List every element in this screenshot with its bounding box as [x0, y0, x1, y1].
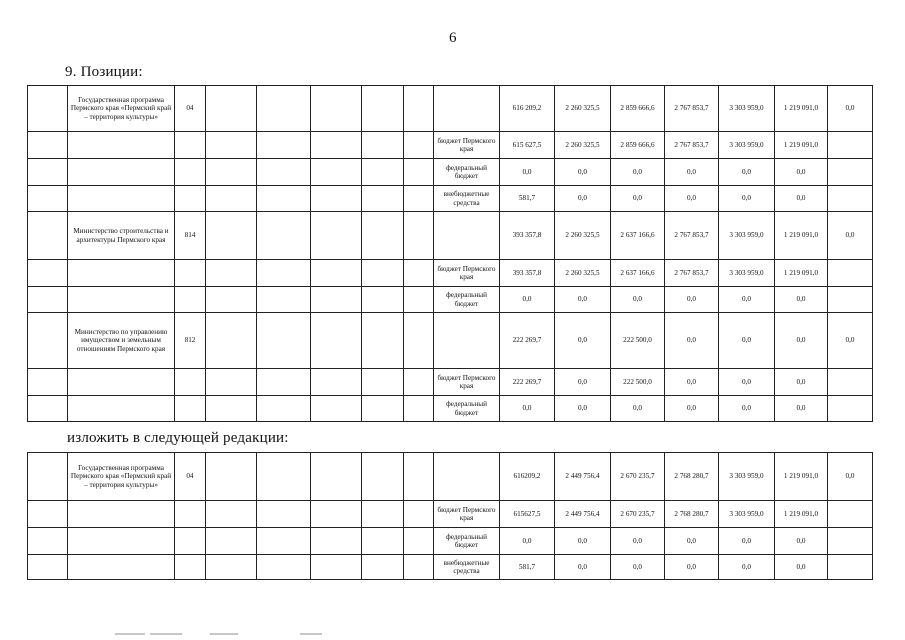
blank-cell	[257, 396, 311, 422]
blank-cell	[311, 260, 362, 287]
value-cell	[828, 287, 873, 313]
blank-cell	[404, 212, 434, 260]
blank-cell	[311, 132, 362, 159]
row-name-cell	[68, 528, 175, 555]
value-cell: 0,0	[665, 159, 719, 186]
value-cell: 581,7	[500, 186, 555, 212]
funding-source-cell: федеральный бюджет	[434, 396, 500, 422]
blank-cell	[362, 132, 404, 159]
value-cell: 0,0	[775, 369, 828, 396]
blank-cell	[206, 528, 257, 555]
blank-cell	[362, 369, 404, 396]
table-row	[28, 396, 873, 422]
blank-cell	[311, 453, 362, 501]
blank-cell	[28, 501, 68, 528]
blank-cell	[362, 186, 404, 212]
value-cell: 1 219 091,0	[775, 212, 828, 260]
value-cell	[828, 555, 873, 580]
row-name-cell: Государственная программа Пермского края «Пермский край – территория культуры»	[68, 453, 175, 501]
value-cell: 393 357,8	[500, 260, 555, 287]
value-cell: 0,0	[665, 313, 719, 369]
value-cell: 581,7	[500, 555, 555, 580]
blank-cell	[257, 453, 311, 501]
table-row	[28, 528, 873, 555]
blank-cell	[362, 396, 404, 422]
blank-cell	[257, 132, 311, 159]
row-name-cell	[68, 186, 175, 212]
value-cell: 0,0	[665, 396, 719, 422]
row-name-cell: Министерство строительства и архитектуры Пермского края	[68, 212, 175, 260]
value-cell: 222 500,0	[611, 313, 665, 369]
blank-cell	[28, 186, 68, 212]
funding-source-cell	[434, 313, 500, 369]
funding-source-cell: внебюджетные средства	[434, 186, 500, 212]
value-cell: 2 768 280,7	[665, 501, 719, 528]
blank-cell	[257, 369, 311, 396]
table-row	[28, 453, 873, 501]
value-cell: 222 269,7	[500, 313, 555, 369]
table-row	[28, 313, 873, 369]
row-name-cell	[68, 396, 175, 422]
blank-cell	[362, 313, 404, 369]
code-cell	[175, 287, 206, 313]
value-cell: 0,0	[775, 313, 828, 369]
value-cell: 0,0	[719, 528, 775, 555]
value-cell: 0,0	[828, 212, 873, 260]
value-cell: 0,0	[828, 453, 873, 501]
blank-cell	[362, 555, 404, 580]
blank-cell	[206, 132, 257, 159]
blank-cell	[28, 313, 68, 369]
funding-source-cell	[434, 86, 500, 132]
blank-cell	[362, 86, 404, 132]
blank-cell	[404, 260, 434, 287]
blank-cell	[257, 159, 311, 186]
blank-cell	[206, 453, 257, 501]
value-cell: 0,0	[665, 186, 719, 212]
row-name-cell	[68, 260, 175, 287]
row-name-cell: Министерство по управлению имуществом и земельным отношениям Пермского края	[68, 313, 175, 369]
value-cell: 3 303 959,0	[719, 453, 775, 501]
scan-artifacts	[0, 633, 905, 640]
row-name-cell	[68, 287, 175, 313]
value-cell: 0,0	[500, 528, 555, 555]
value-cell: 2 449 756,4	[555, 453, 611, 501]
value-cell: 616 209,2	[500, 86, 555, 132]
page-number: 6	[449, 30, 457, 46]
table-row	[28, 86, 873, 132]
table-row	[28, 212, 873, 260]
row-name-cell	[68, 369, 175, 396]
blank-cell	[404, 396, 434, 422]
blank-cell	[28, 260, 68, 287]
blank-cell	[404, 555, 434, 580]
value-cell: 2 670 235,7	[611, 453, 665, 501]
blank-cell	[311, 528, 362, 555]
blank-cell	[206, 313, 257, 369]
blank-cell	[404, 528, 434, 555]
value-cell	[828, 528, 873, 555]
value-cell: 0,0	[500, 396, 555, 422]
table-row	[28, 369, 873, 396]
blank-cell	[257, 186, 311, 212]
table-row	[28, 287, 873, 313]
blank-cell	[206, 396, 257, 422]
blank-cell	[257, 528, 311, 555]
value-cell: 0,0	[555, 313, 611, 369]
value-cell: 0,0	[500, 159, 555, 186]
blank-cell	[311, 369, 362, 396]
blank-cell	[257, 212, 311, 260]
section-heading: 9. Позиции:	[65, 64, 143, 80]
blank-cell	[362, 528, 404, 555]
funding-source-cell: внебюджетные средства	[434, 555, 500, 580]
value-cell: 1 219 091,0	[775, 260, 828, 287]
value-cell: 2 637 166,6	[611, 260, 665, 287]
value-cell: 0,0	[775, 287, 828, 313]
value-cell: 2 767 853,7	[665, 132, 719, 159]
blank-cell	[362, 453, 404, 501]
value-cell	[828, 501, 873, 528]
funding-source-cell: бюджет Пермского края	[434, 369, 500, 396]
amend-heading: изложить в следующей редакции:	[67, 430, 289, 446]
value-cell: 0,0	[719, 369, 775, 396]
blank-cell	[28, 555, 68, 580]
value-cell: 0,0	[775, 186, 828, 212]
row-name-cell: Государственная программа Пермского края «Пермский край – территория культуры»	[68, 86, 175, 132]
blank-cell	[404, 369, 434, 396]
value-cell	[828, 369, 873, 396]
value-cell: 2 767 853,7	[665, 212, 719, 260]
funding-source-cell	[434, 212, 500, 260]
value-cell: 0,0	[719, 396, 775, 422]
value-cell: 3 303 959,0	[719, 212, 775, 260]
table-row	[28, 159, 873, 186]
value-cell: 1 219 091,0	[775, 86, 828, 132]
funding-source-cell: бюджет Пермского края	[434, 501, 500, 528]
value-cell: 2 767 853,7	[665, 86, 719, 132]
table-row	[28, 501, 873, 528]
code-cell	[175, 501, 206, 528]
value-cell: 0,0	[611, 555, 665, 580]
value-cell	[828, 186, 873, 212]
code-cell: 04	[175, 453, 206, 501]
row-name-cell	[68, 159, 175, 186]
value-cell: 2 260 325,5	[555, 260, 611, 287]
code-cell: 04	[175, 86, 206, 132]
value-cell: 2 260 325,5	[555, 212, 611, 260]
value-cell: 0,0	[719, 555, 775, 580]
blank-cell	[257, 260, 311, 287]
value-cell: 3 303 959,0	[719, 501, 775, 528]
code-cell	[175, 260, 206, 287]
code-cell	[175, 369, 206, 396]
row-name-cell	[68, 555, 175, 580]
value-cell: 0,0	[828, 86, 873, 132]
blank-cell	[206, 287, 257, 313]
value-cell	[828, 260, 873, 287]
blank-cell	[311, 212, 362, 260]
value-cell: 1 219 091,0	[775, 453, 828, 501]
value-cell: 0,0	[555, 287, 611, 313]
table-row	[28, 132, 873, 159]
code-cell	[175, 159, 206, 186]
value-cell: 0,0	[665, 528, 719, 555]
value-cell: 0,0	[775, 555, 828, 580]
blank-cell	[404, 313, 434, 369]
value-cell: 0,0	[719, 159, 775, 186]
value-cell: 0,0	[555, 555, 611, 580]
blank-cell	[206, 159, 257, 186]
blank-cell	[28, 132, 68, 159]
code-cell: 812	[175, 313, 206, 369]
value-cell: 615627,5	[500, 501, 555, 528]
blank-cell	[28, 396, 68, 422]
blank-cell	[362, 260, 404, 287]
code-cell	[175, 555, 206, 580]
blank-cell	[206, 369, 257, 396]
value-cell: 0,0	[555, 528, 611, 555]
value-cell: 0,0	[719, 313, 775, 369]
value-cell: 3 303 959,0	[719, 260, 775, 287]
value-cell: 2 767 853,7	[665, 260, 719, 287]
value-cell: 3 303 959,0	[719, 132, 775, 159]
table-row	[28, 186, 873, 212]
blank-cell	[206, 86, 257, 132]
value-cell: 222 269,7	[500, 369, 555, 396]
blank-cell	[362, 501, 404, 528]
code-cell	[175, 396, 206, 422]
value-cell: 0,0	[611, 287, 665, 313]
value-cell: 0,0	[555, 186, 611, 212]
blank-cell	[404, 453, 434, 501]
code-cell	[175, 186, 206, 212]
value-cell: 0,0	[611, 159, 665, 186]
row-name-cell	[68, 132, 175, 159]
blank-cell	[28, 369, 68, 396]
value-cell: 0,0	[555, 159, 611, 186]
value-cell: 1 219 091,0	[775, 501, 828, 528]
funding-source-cell	[434, 453, 500, 501]
blank-cell	[257, 555, 311, 580]
value-cell: 3 303 959,0	[719, 86, 775, 132]
value-cell	[828, 132, 873, 159]
blank-cell	[362, 212, 404, 260]
blank-cell	[404, 132, 434, 159]
value-cell: 0,0	[611, 186, 665, 212]
blank-cell	[404, 159, 434, 186]
value-cell: 0,0	[611, 528, 665, 555]
blank-cell	[404, 86, 434, 132]
funding-source-cell: федеральный бюджет	[434, 287, 500, 313]
positions-table-revised	[27, 452, 873, 580]
funding-source-cell: федеральный бюджет	[434, 159, 500, 186]
blank-cell	[362, 287, 404, 313]
value-cell: 0,0	[828, 313, 873, 369]
value-cell: 2 859 666,6	[611, 86, 665, 132]
blank-cell	[404, 287, 434, 313]
value-cell: 393 357,8	[500, 212, 555, 260]
blank-cell	[28, 212, 68, 260]
blank-cell	[28, 528, 68, 555]
value-cell: 2 260 325,5	[555, 86, 611, 132]
code-cell	[175, 528, 206, 555]
blank-cell	[311, 313, 362, 369]
blank-cell	[257, 86, 311, 132]
blank-cell	[257, 313, 311, 369]
blank-cell	[362, 159, 404, 186]
blank-cell	[206, 186, 257, 212]
blank-cell	[404, 186, 434, 212]
value-cell: 222 500,0	[611, 369, 665, 396]
blank-cell	[28, 159, 68, 186]
row-name-cell	[68, 501, 175, 528]
blank-cell	[311, 501, 362, 528]
value-cell: 0,0	[555, 369, 611, 396]
value-cell	[828, 396, 873, 422]
value-cell: 2 859 666,6	[611, 132, 665, 159]
value-cell: 0,0	[719, 186, 775, 212]
blank-cell	[257, 501, 311, 528]
value-cell: 2 449 756,4	[555, 501, 611, 528]
value-cell: 0,0	[775, 528, 828, 555]
blank-cell	[206, 555, 257, 580]
blank-cell	[257, 287, 311, 313]
blank-cell	[28, 453, 68, 501]
funding-source-cell: бюджет Пермского края	[434, 260, 500, 287]
blank-cell	[311, 287, 362, 313]
blank-cell	[206, 260, 257, 287]
blank-cell	[206, 212, 257, 260]
value-cell: 0,0	[500, 287, 555, 313]
value-cell: 2 637 166,6	[611, 212, 665, 260]
value-cell: 0,0	[555, 396, 611, 422]
value-cell	[828, 159, 873, 186]
funding-source-cell: федеральный бюджет	[434, 528, 500, 555]
blank-cell	[28, 86, 68, 132]
value-cell: 2 260 325,5	[555, 132, 611, 159]
value-cell: 0,0	[665, 555, 719, 580]
blank-cell	[311, 86, 362, 132]
value-cell: 2 768 280,7	[665, 453, 719, 501]
positions-table-current	[27, 85, 873, 422]
value-cell: 0,0	[665, 369, 719, 396]
funding-source-cell: бюджет Пермского края	[434, 132, 500, 159]
value-cell: 616209,2	[500, 453, 555, 501]
blank-cell	[28, 287, 68, 313]
value-cell: 0,0	[719, 287, 775, 313]
table-row	[28, 555, 873, 580]
value-cell: 0,0	[775, 396, 828, 422]
value-cell: 615 627,5	[500, 132, 555, 159]
code-cell	[175, 132, 206, 159]
value-cell: 0,0	[775, 159, 828, 186]
blank-cell	[404, 501, 434, 528]
value-cell: 2 670 235,7	[611, 501, 665, 528]
value-cell: 0,0	[611, 396, 665, 422]
table-row	[28, 260, 873, 287]
code-cell: 814	[175, 212, 206, 260]
blank-cell	[311, 159, 362, 186]
blank-cell	[311, 186, 362, 212]
value-cell: 1 219 091,0	[775, 132, 828, 159]
blank-cell	[206, 501, 257, 528]
blank-cell	[311, 396, 362, 422]
blank-cell	[311, 555, 362, 580]
value-cell: 0,0	[665, 287, 719, 313]
